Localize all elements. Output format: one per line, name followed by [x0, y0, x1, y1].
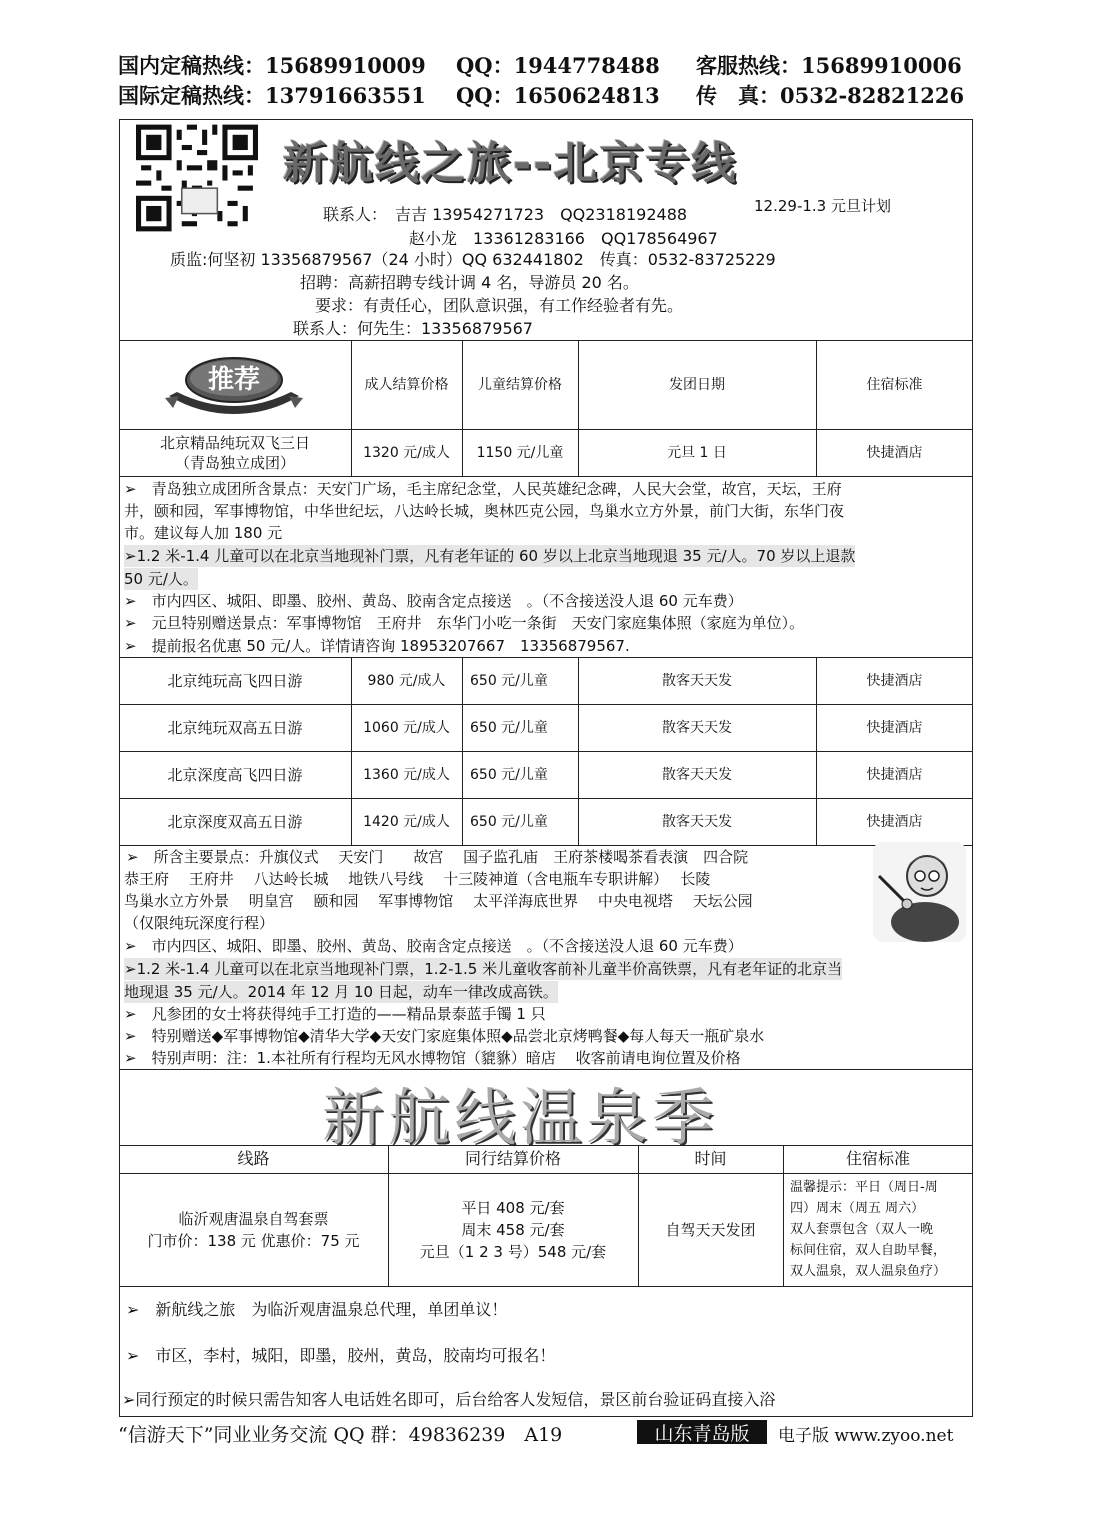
note-line: ➢ 市区，李村，城阳，即墨，胶州，黄岛，胶南均可报名！	[126, 1346, 556, 1365]
route-name: 北京纯玩双高五日游	[167, 718, 303, 737]
note-line: ➢ 新航线之旅 为临沂观唐温泉总代理，单团单议！	[126, 1300, 508, 1319]
hs-hotel-line: 双人套票包含（双人一晚	[790, 1222, 934, 1237]
note-line: 井，颐和园，军事博物馆，中华世纪坛，八达岭长城，奥林匹克公园，鸟巢水立方外景，前门大街，东华门夜	[124, 502, 845, 520]
recruit-requirement: 要求：有责任心，团队意识强，有工作经验者有先。	[315, 296, 684, 315]
depart-date: 散客天天发	[662, 719, 732, 736]
header-child-price: 儿童结算价格	[478, 376, 562, 393]
hotel-standard: 快捷酒店	[866, 813, 923, 830]
hs-route-price: 门市价：138 元 优惠价：75 元	[147, 1231, 360, 1250]
qr-code-icon	[136, 124, 258, 232]
child-price: 650 元/儿童	[470, 719, 548, 736]
recruit-contact: 联系人：何先生：13356879567	[293, 319, 533, 338]
note-line: ➢同行预定的时候只需告知客人电话姓名即可，后台给客人发短信，景区前台验证码直接入浴	[122, 1390, 776, 1409]
intl-hotline: 国际定稿热线：13791663551	[118, 83, 426, 108]
teacher-cartoon-icon	[873, 842, 966, 942]
contact-1: 联系人： 吉吉 13954271723 QQ2318192488	[323, 205, 688, 224]
hotel-standard: 快捷酒店	[866, 766, 923, 783]
hs-route-name: 临沂观唐温泉自驾套票	[178, 1209, 329, 1228]
note-line: 地现退 35 元/人。2014 年 12 月 10 日起，动车一律改成高铁。	[124, 983, 558, 1001]
note-line: 50 元/人。	[124, 570, 198, 588]
divider	[119, 476, 973, 477]
footer-qq-group: “信游天下”同业业务交流 QQ 群：49836239 A19	[118, 1424, 563, 1446]
domestic-hotline: 国内定稿热线：15689910009	[118, 53, 426, 78]
service-hotline: 客服热线：15689910006	[696, 53, 962, 78]
adult-price: 1060 元/成人	[363, 719, 450, 736]
page-title: 新航线之旅--北京专线	[283, 138, 738, 189]
recruit-info: 招聘：高薪招聘专线计调 4 名，导游员 20 名。	[300, 273, 639, 292]
route-name	[119, 429, 351, 476]
note-line: ➢ 凡参团的女士将获得纯手工打造的——精品景泰蓝手镯 1 只	[124, 1005, 546, 1023]
hs-price-weekend: 周末 458 元/套	[461, 1220, 565, 1239]
contact-2: 赵小龙 13361283166 QQ178564967	[409, 229, 718, 248]
note-line: ➢ 市内四区、城阳、即墨、胶州、黄岛、胶南含定点接送 。（不含接送没人退 60 元车费）	[124, 937, 743, 955]
child-price: 650 元/儿童	[470, 766, 548, 783]
fax-line: 传 真：0532-82821226	[696, 83, 965, 108]
hs-price-weekday: 平日 408 元/套	[461, 1198, 565, 1217]
route-name: 北京深度高飞四日游	[167, 765, 303, 784]
hotspring-title: 新航线温泉季	[322, 1081, 719, 1154]
note-line: 恭王府 王府井 八达岭长城 地铁八号线 十三陵神道（含电瓶车专职讲解） 长陵	[124, 870, 711, 888]
note-line: ➢ 元旦特别赠送景点：军事博物馆 王府井 东华门小吃一条街 天安门家庭集体照（家庭为单位）。	[124, 614, 805, 632]
adult-price: 980 元/成人	[367, 672, 446, 689]
note-line: ➢ 特别赠送◆军事博物馆◆清华大学◆天安门家庭集体照◆品尝北京烤鸭餐◆每人每天一瓶矿泉水	[124, 1027, 765, 1045]
hs-header-time: 时间	[694, 1149, 727, 1168]
child-price: 1150 元/儿童	[476, 444, 564, 461]
hs-header-price: 同行结算价格	[464, 1149, 561, 1168]
hs-price	[388, 1173, 638, 1286]
note-line: ➢ 提前报名优惠 50 元/人。详情请咨询 18953207667 13356879567.	[124, 637, 630, 655]
hs-price-newyear: 元旦（1 2 3 号）548 元/套	[419, 1242, 607, 1261]
plan-date: 12.29-1.3 元旦计划	[754, 197, 891, 215]
hs-header-hotel: 住宿标准	[845, 1149, 910, 1168]
depart-date: 散客天天发	[662, 672, 732, 689]
note-line: 市。建议每人加 180 元	[124, 524, 283, 542]
qq-1: QQ：1944778488	[456, 53, 660, 78]
hs-time: 自驾天天发团	[665, 1220, 756, 1239]
route-name: 北京纯玩高飞四日游	[167, 671, 303, 690]
divider	[119, 1286, 973, 1287]
edition-label: 山东青岛版	[637, 1420, 767, 1444]
note-line: ➢ 所含主要景点：升旗仪式 天安门 故宫 国子监孔庙 王府茶楼喝茶看表演 四合院	[126, 848, 749, 866]
hs-hotel	[785, 1173, 973, 1286]
hotel-standard: 快捷酒店	[866, 672, 923, 689]
recommend-badge-icon	[159, 352, 309, 418]
note-line: ➢1.2 米-1.4 儿童可以在北京当地现补门票，1.2-1.5 米儿童收客前补儿童半价高铁票，凡有老年证的北京当	[124, 960, 843, 978]
child-price: 650 元/儿童	[470, 813, 548, 830]
depart-date: 元旦 1 日	[667, 444, 727, 461]
note-line: ➢1.2 米-1.4 儿童可以在北京当地现补门票，凡有老年证的 60 岁以上北京当地现退 35 元/人。70 岁以上退款	[124, 547, 856, 565]
adult-price: 1320 元/成人	[363, 444, 450, 461]
route-name-line2: （青岛独立成团）	[174, 453, 295, 472]
note-line: （仅限纯玩深度行程）	[124, 914, 275, 932]
hotel-standard: 快捷酒店	[866, 719, 923, 736]
hs-hotel-line: 标间住宿，双人自助早餐，	[790, 1243, 947, 1258]
hotel-standard: 快捷酒店	[866, 444, 923, 461]
header-adult-price: 成人结算价格	[364, 376, 449, 393]
depart-date: 散客天天发	[662, 766, 732, 783]
hs-hotel-line: 双人温泉，双人温泉鱼疗）	[790, 1264, 947, 1279]
note-line: 鸟巢水立方外景 明皇宫 颐和园 军事博物馆 太平洋海底世界 中央电视塔 天坛公园	[124, 892, 753, 910]
hs-header-route: 线路	[237, 1149, 270, 1168]
hs-hotel-line: 温馨提示：平日（周日-周	[790, 1180, 938, 1195]
badge-text: 推荐	[207, 365, 261, 395]
header-hotel: 住宿标准	[866, 376, 923, 393]
header-depart-date: 发团日期	[669, 376, 725, 393]
route-name: 北京深度双高五日游	[167, 812, 303, 831]
quality-supervisor: 质监:何坚初 13356879567（24 小时）QQ 632441802 传真：0532-83725229	[170, 250, 776, 269]
note-line: ➢ 青岛独立成团所含景点：天安门广场，毛主席纪念堂，人民英雄纪念碑，人民大会堂，故宫，天坛，王府	[124, 480, 842, 498]
child-price: 650 元/儿童	[470, 672, 548, 689]
qq-2: QQ：1650624813	[456, 83, 660, 108]
hs-route	[119, 1173, 388, 1286]
hs-hotel-line: 四）周末（周五 周六）	[790, 1201, 925, 1216]
note-line: ➢ 特别声明：注：1.本社所有行程均无风水博物馆（貔貅）暗店 收客前请电询位置及价格	[124, 1049, 741, 1067]
adult-price: 1420 元/成人	[363, 813, 450, 830]
route-name-line1: 北京精品纯玩双飞三日	[159, 433, 310, 452]
footer-website: 电子版 www.zyoo.net	[778, 1426, 954, 1446]
adult-price: 1360 元/成人	[363, 766, 450, 783]
note-line: ➢ 市内四区、城阳、即墨、胶州、黄岛、胶南含定点接送 。（不含接送没人退 60 元车费）	[124, 592, 743, 610]
depart-date: 散客天天发	[662, 813, 732, 830]
